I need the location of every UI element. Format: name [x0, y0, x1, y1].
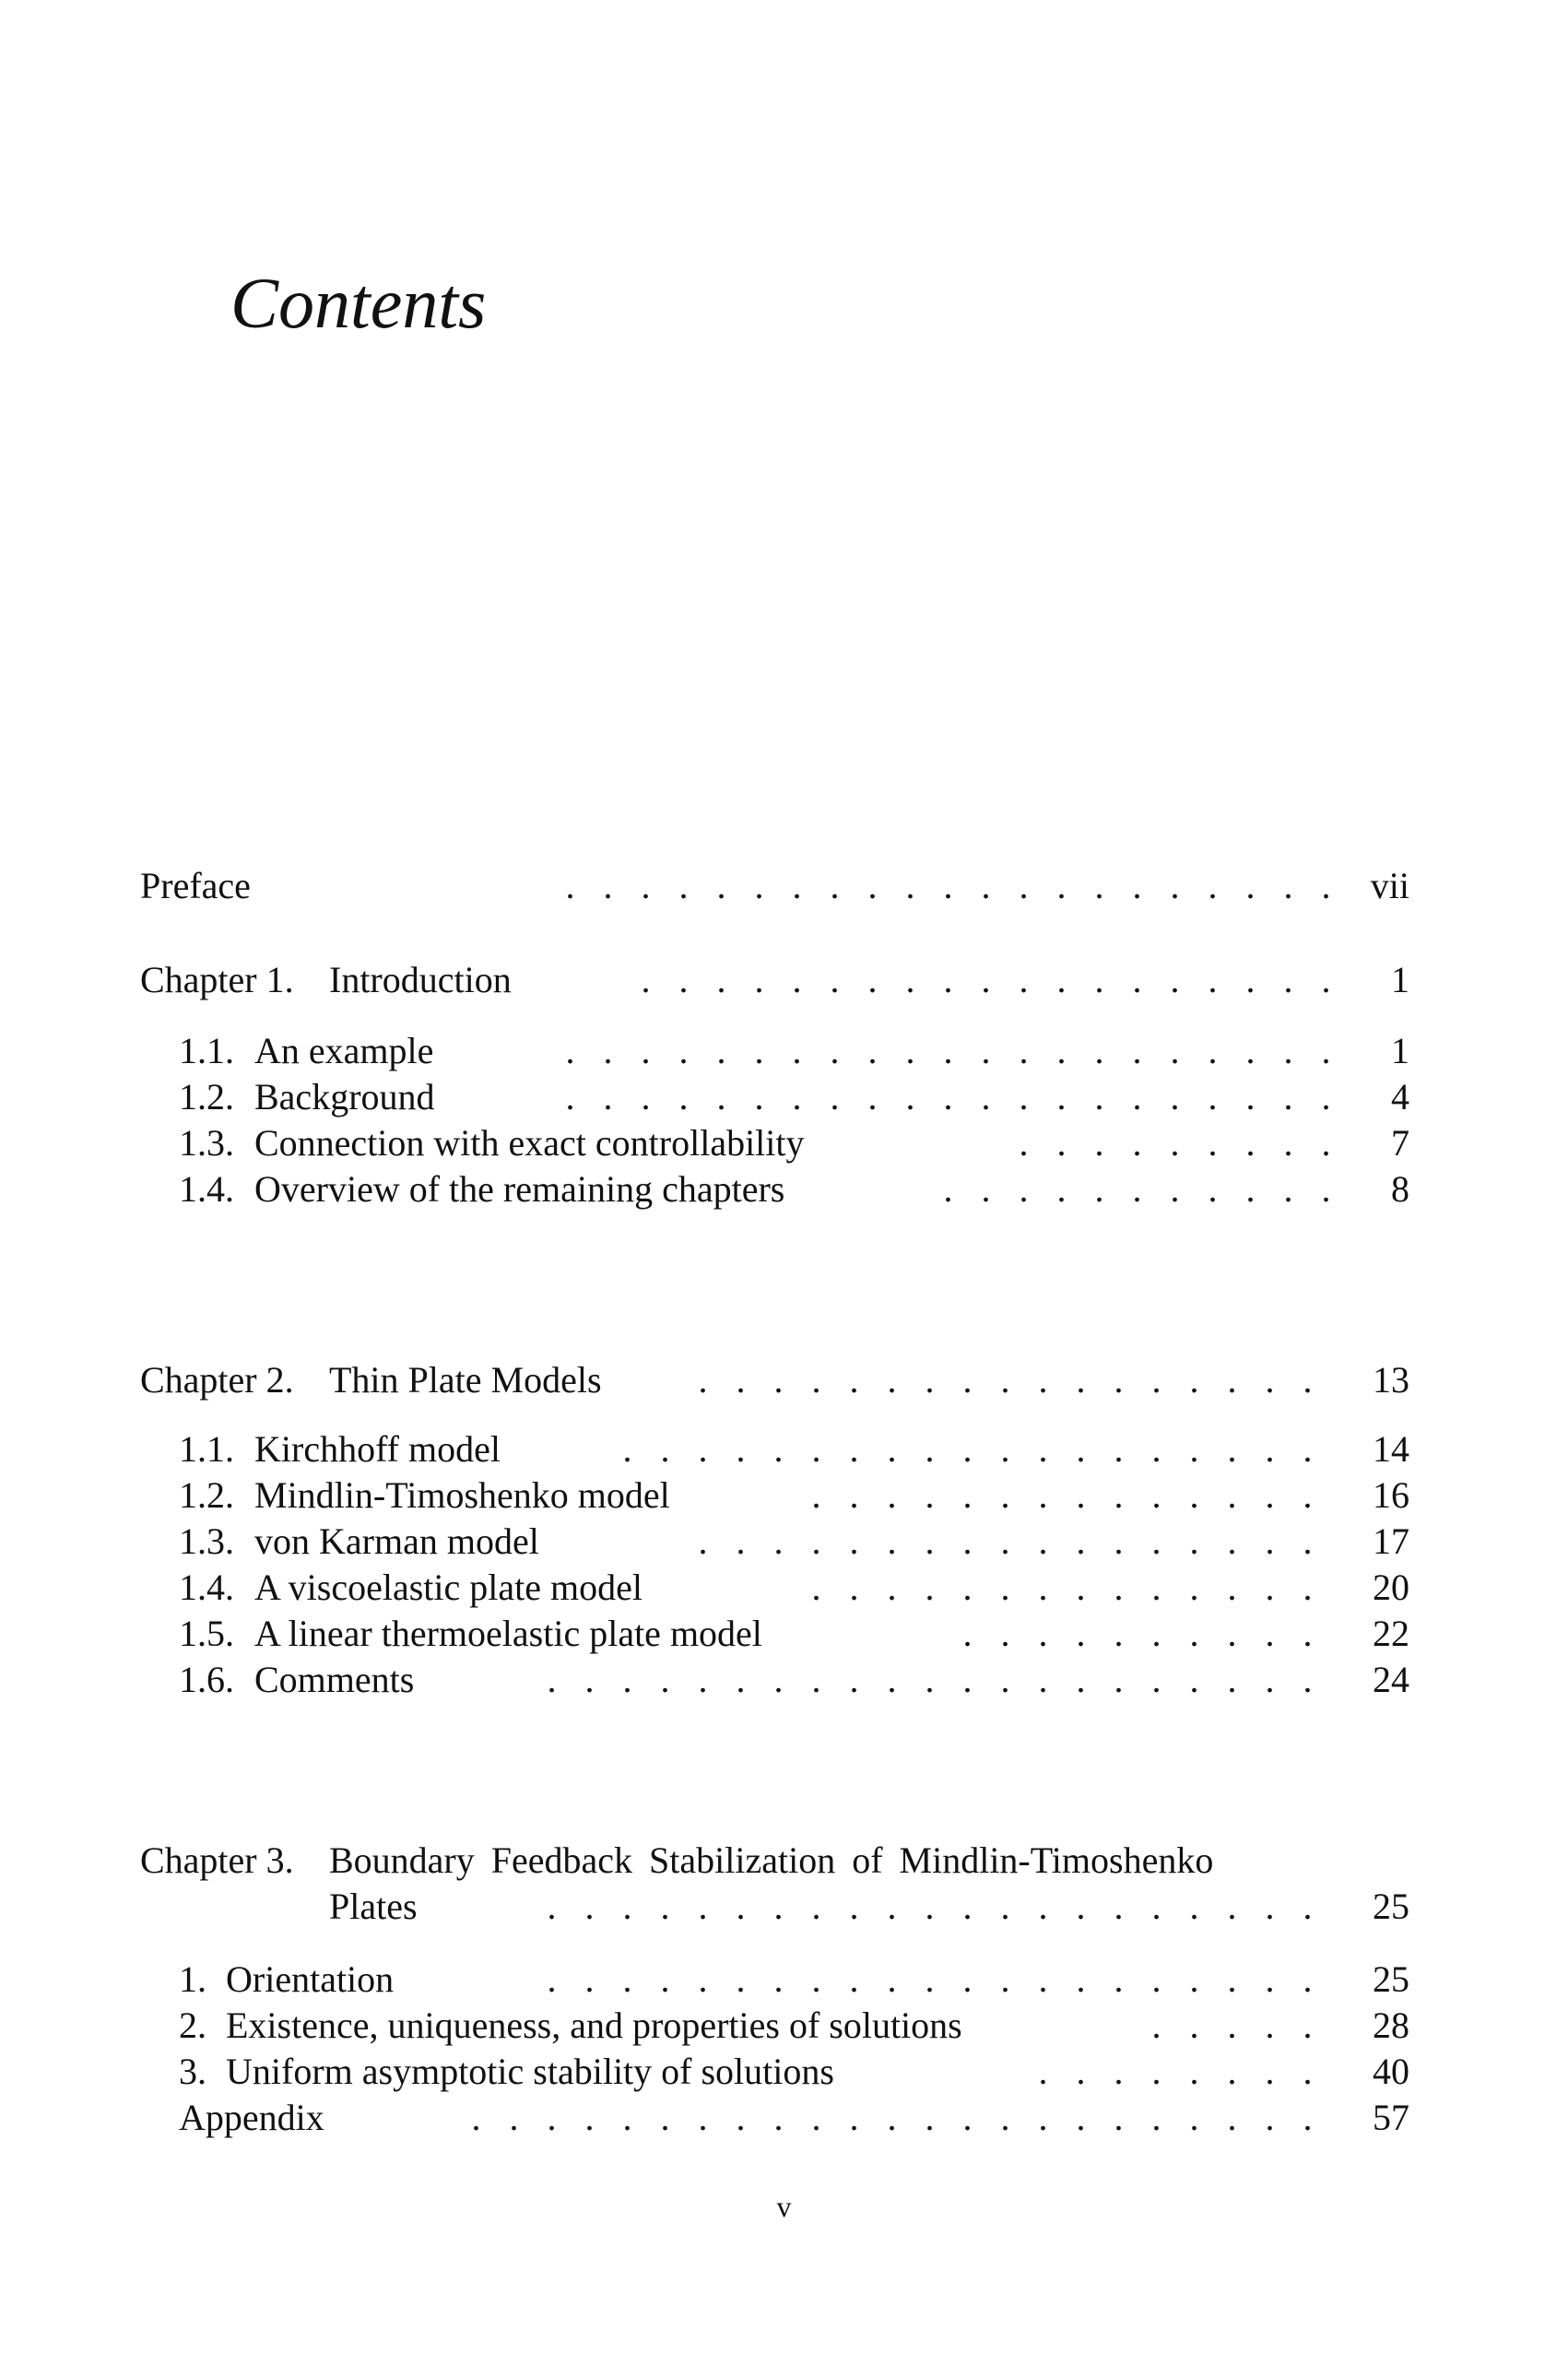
section-number: 1.2. — [179, 1076, 234, 1117]
section-title: Uniform asymptotic stability of solutions — [226, 2051, 834, 2092]
toc-entry-title: Preface — [140, 865, 251, 906]
toc-section — [179, 2003, 1409, 2049]
toc-page-number: 25 — [1373, 1958, 1409, 2000]
section-number: 1.4. — [179, 1168, 234, 1210]
toc-page-number: 16 — [1373, 1474, 1409, 1516]
section-number: 1. — [179, 1958, 206, 2000]
toc-section — [179, 1426, 1409, 1472]
dot-leader: ........... — [943, 1168, 1331, 1210]
toc-page-number: 40 — [1373, 2051, 1409, 2092]
section-title: Appendix — [179, 2097, 324, 2138]
dot-leader: ......... — [1019, 1122, 1331, 1164]
toc-page-number: 7 — [1391, 1122, 1409, 1164]
section-title: Existence, uniqueness, and properties of solutions — [226, 2004, 962, 2046]
dot-leader: ..................... — [547, 1886, 1313, 1927]
section-title: Background — [254, 1076, 435, 1117]
toc-chapter-3 — [140, 1838, 1409, 1884]
section-number: 1.4. — [179, 1567, 234, 1608]
dot-leader: ..................... — [565, 1076, 1331, 1117]
dot-leader: ........ — [1038, 2051, 1313, 2092]
toc-page-number: 20 — [1373, 1567, 1409, 1608]
section-title: Overview of the remaining chapters — [254, 1168, 785, 1210]
dot-leader: ....................... — [471, 2097, 1313, 2138]
dot-leader: ................. — [698, 1520, 1313, 1562]
toc-section — [179, 1166, 1409, 1212]
toc-section — [179, 1611, 1409, 1657]
section-title: Connection with exact controllability — [254, 1122, 805, 1164]
toc-page-number: 14 — [1373, 1428, 1409, 1470]
section-title: A linear thermoelastic plate model — [254, 1613, 762, 1654]
dot-leader: .............. — [811, 1474, 1313, 1516]
toc-section — [179, 1519, 1409, 1565]
section-number: 1.3. — [179, 1122, 234, 1164]
chapter-title: Boundary Feedback Stabilization of Mindlin-Timoshenko — [329, 1839, 1214, 1881]
toc-entry-preface — [140, 863, 1409, 909]
section-title: Mindlin-Timoshenko model — [254, 1474, 670, 1516]
toc-page-number: 24 — [1373, 1659, 1409, 1700]
section-number: 1.3. — [179, 1520, 234, 1562]
toc-chapter-1 — [140, 957, 1409, 1003]
toc-page-number: 1 — [1391, 959, 1409, 1000]
dot-leader: .......... — [962, 1613, 1313, 1654]
toc-page-number: vii — [1370, 865, 1409, 906]
chapter-title: Introduction — [329, 959, 512, 1000]
toc-section — [179, 1472, 1409, 1519]
toc-page-number: 4 — [1391, 1076, 1409, 1117]
dot-leader: ..................... — [547, 1659, 1313, 1700]
toc-page-number: 22 — [1373, 1613, 1409, 1654]
toc-section — [179, 1074, 1409, 1120]
page-title: Contents — [230, 263, 487, 343]
toc-chapter-3-continued — [329, 1884, 1409, 1930]
toc-section — [179, 1028, 1409, 1074]
dot-leader: ..................... — [565, 1030, 1331, 1071]
section-number: 2. — [179, 2004, 206, 2046]
section-title: von Karman model — [254, 1520, 539, 1562]
chapter-number: Chapter 2. — [140, 1359, 294, 1401]
toc-section — [179, 1957, 1409, 2003]
section-title: Orientation — [226, 1958, 395, 2000]
dot-leader: ..................... — [565, 865, 1331, 906]
toc-page-number: 13 — [1373, 1359, 1409, 1401]
toc-section — [179, 1657, 1409, 1703]
dot-leader: ................. — [698, 1359, 1313, 1401]
toc-section — [179, 2095, 1409, 2141]
section-number: 1.6. — [179, 1659, 234, 1700]
toc-page-number: 25 — [1373, 1886, 1409, 1927]
dot-leader: ................... — [622, 1428, 1313, 1470]
dot-leader: .............. — [811, 1567, 1313, 1608]
dot-leader: ..... — [1151, 2004, 1313, 2046]
section-number: 3. — [179, 2051, 206, 2092]
toc-page-number: 8 — [1391, 1168, 1409, 1210]
toc-chapter-2 — [140, 1357, 1409, 1403]
chapter-title-continued: Plates — [329, 1886, 418, 1927]
toc-page-number: 17 — [1373, 1520, 1409, 1562]
chapter-number: Chapter 1. — [140, 959, 294, 1000]
chapter-number: Chapter 3. — [140, 1839, 294, 1881]
section-number: 1.1. — [179, 1428, 234, 1470]
section-title: An example — [254, 1030, 434, 1071]
dot-leader: ................... — [641, 959, 1331, 1000]
section-number: 1.5. — [179, 1613, 234, 1654]
toc-section — [179, 1565, 1409, 1611]
toc-page-number: 57 — [1373, 2097, 1409, 2138]
toc-page-number: 1 — [1391, 1030, 1409, 1071]
page-folio: v — [776, 2190, 792, 2223]
toc-section — [179, 2049, 1409, 2095]
toc-section — [179, 1120, 1409, 1166]
section-number: 1.2. — [179, 1474, 234, 1516]
dot-leader: ..................... — [547, 1958, 1313, 2000]
section-title: Comments — [254, 1659, 415, 1700]
toc-page-number: 28 — [1373, 2004, 1409, 2046]
chapter-title: Thin Plate Models — [329, 1359, 602, 1401]
section-title: Kirchhoff model — [254, 1428, 501, 1470]
section-number: 1.1. — [179, 1030, 234, 1071]
section-title: A viscoelastic plate model — [254, 1567, 643, 1608]
